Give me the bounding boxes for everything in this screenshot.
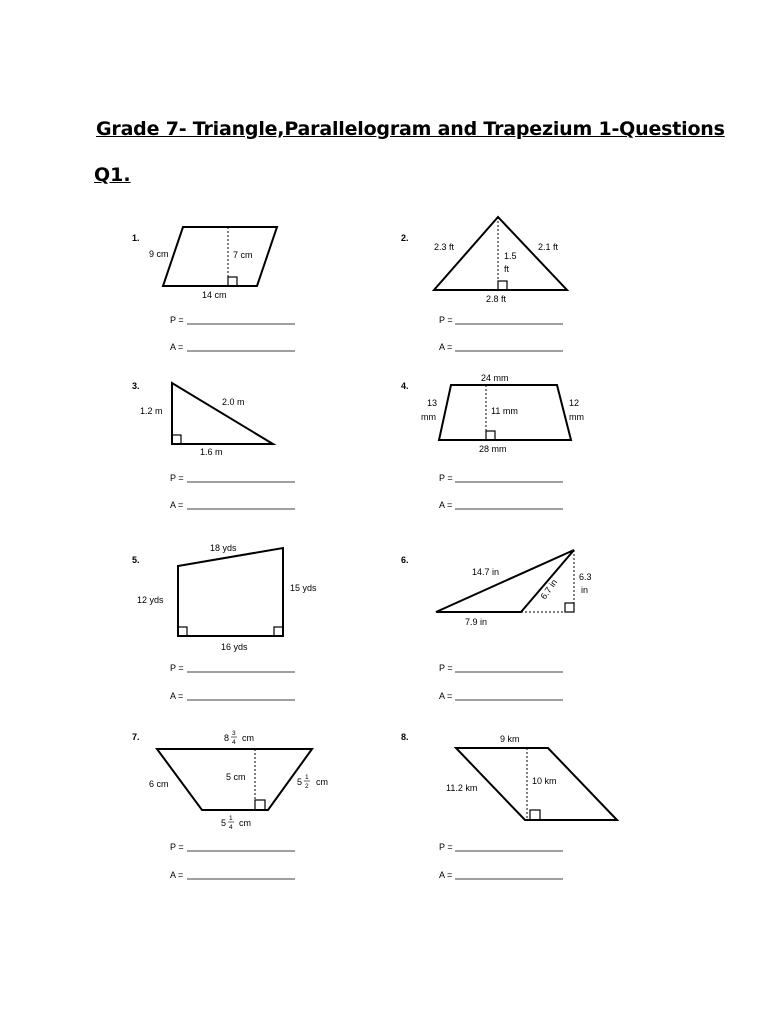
problem-3-figure <box>172 383 273 444</box>
unit: cm <box>239 818 251 828</box>
perimeter-prompt: P = <box>439 663 453 673</box>
area-prompt: A = <box>439 342 453 352</box>
base-label <box>221 815 251 831</box>
numerator: 1 <box>305 774 309 781</box>
area-prompt: A = <box>170 870 184 880</box>
unit: cm <box>316 777 328 787</box>
denominator: 4 <box>232 739 236 746</box>
side-label: 11.2 km <box>446 783 478 793</box>
side-label: 14.7 in <box>472 567 500 577</box>
problem-1-figure <box>163 227 277 286</box>
base-label: 28 mm <box>479 444 507 454</box>
numerator: 3 <box>232 730 236 737</box>
height-label: 1.5 <box>504 251 517 261</box>
perimeter-prompt: P = <box>439 315 453 325</box>
side-label: 13 <box>427 398 438 408</box>
problem-5-figure <box>178 548 283 636</box>
numerator: 1 <box>229 815 233 822</box>
problem-number: 5. <box>132 555 140 565</box>
side-label <box>297 774 328 790</box>
side-label: 6.7 in <box>538 577 560 602</box>
problem-number: 4. <box>401 381 409 391</box>
height-unit-label: ft <box>504 264 510 274</box>
base-label: 16 yds <box>221 642 248 652</box>
question-number: Q1. <box>94 164 131 186</box>
area-prompt: A = <box>170 691 184 701</box>
denominator: 2 <box>305 783 309 790</box>
height-label: 10 km <box>532 776 557 786</box>
perimeter-prompt: P = <box>439 473 453 483</box>
perimeter-prompt: P = <box>170 473 184 483</box>
whole-number: 5 <box>221 818 227 828</box>
top-label: 9 km <box>500 734 520 744</box>
base-label: 1.6 m <box>200 447 223 457</box>
denominator: 4 <box>229 824 233 831</box>
base-label: 2.8 ft <box>486 294 507 304</box>
perimeter-prompt: P = <box>439 842 453 852</box>
problem-number: 1. <box>132 233 140 243</box>
problem-number: 3. <box>132 381 140 391</box>
problem-number: 8. <box>401 732 409 742</box>
side-label: 12 <box>569 398 580 408</box>
whole-number: 8 <box>224 733 230 743</box>
whole-number: 5 <box>297 777 303 787</box>
leg-label: 1.2 m <box>140 406 163 416</box>
height-label: 11 mm <box>491 406 518 416</box>
top-label: 18 yds <box>210 543 237 553</box>
side-unit-label: mm <box>569 412 584 422</box>
area-prompt: A = <box>170 342 184 352</box>
side-label: 6 cm <box>149 779 169 789</box>
height-label: 6.3 <box>579 572 592 582</box>
side-label: 9 cm <box>149 249 169 259</box>
top-label: 24 mm <box>481 373 509 383</box>
side-label: 12 yds <box>137 595 164 605</box>
perimeter-prompt: P = <box>170 315 184 325</box>
base-label: 14 cm <box>202 290 227 300</box>
area-prompt: A = <box>170 500 184 510</box>
perimeter-prompt: P = <box>170 663 184 673</box>
side-label: 2.1 ft <box>538 242 559 252</box>
worksheet-title: Grade 7- Triangle,Parallelogram and Trapezium 1-Questions <box>96 118 725 140</box>
problem-number: 2. <box>401 233 409 243</box>
top-label <box>224 730 254 746</box>
side-label: 2.3 ft <box>434 242 455 252</box>
area-prompt: A = <box>439 870 453 880</box>
perimeter-prompt: P = <box>170 842 184 852</box>
side-label: 15 yds <box>290 583 317 593</box>
base-label: 7.9 in <box>465 617 488 627</box>
height-label: 7 cm <box>233 250 253 260</box>
problem-number: 7. <box>132 732 140 742</box>
height-label: 5 cm <box>226 772 246 782</box>
area-prompt: A = <box>439 500 453 510</box>
side-unit-label: mm <box>421 412 436 422</box>
hypotenuse-label: 2.0 m <box>222 397 245 407</box>
problem-number: 6. <box>401 555 409 565</box>
problem-2-figure <box>434 217 567 290</box>
area-prompt: A = <box>439 691 453 701</box>
height-unit-label: in <box>581 585 589 595</box>
unit: cm <box>242 733 254 743</box>
